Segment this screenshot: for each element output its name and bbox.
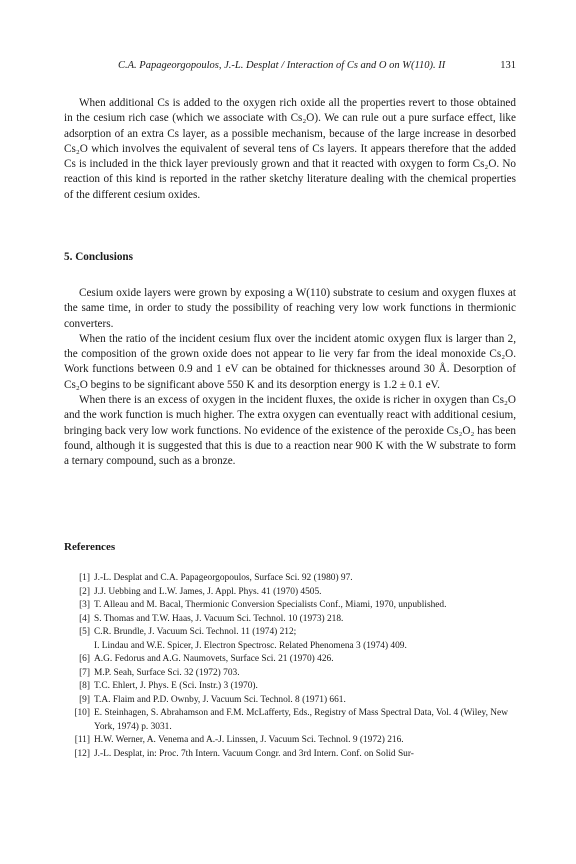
reference-text: T.A. Flaim and P.D. Ownby, J. Vacuum Sci. Technol. 8 (1971) 661. bbox=[94, 694, 346, 705]
reference-number: [3] bbox=[79, 600, 90, 610]
reference-number: [9] bbox=[79, 694, 90, 705]
reference-number: [10] bbox=[74, 708, 90, 718]
intro-paragraph-block bbox=[64, 96, 516, 203]
conclusions-paragraph: When the ratio of the incident cesium flux over the incident atomic oxygen flux is larger than 2, the composition of the grown oxide does not appear to lie very far from the ideal monoxide Cs₂O. Work functions between 0.9 and 1 eV can be obtained for thicknesses around 30 Å. Desorption of Cs₂O begins to be significant above 550 K and its desorption energy is 1.2 ± 0.1 eV. bbox=[64, 332, 516, 391]
reference-text: T.C. Ehlert, J. Phys. E (Sci. Instr.) 3 (1970). bbox=[94, 681, 258, 691]
page-number: 131 bbox=[500, 60, 516, 71]
reference-item bbox=[64, 680, 516, 694]
conclusions-paragraph: When there is an excess of oxygen in the incident fluxes, the oxide is richer in oxygen than Cs₂O and the work function is much higher. The extra oxygen can eventually react with additional cesium, bringing back very low work functions. No evidence of the existence of the peroxide Cs₂O₂ has been found, although it is suggested that this is due to a reaction near 900 K with the W substrate to form a ternary compound, such as a bronze. bbox=[64, 394, 516, 468]
reference-number: [11] bbox=[74, 735, 90, 745]
reference-number: [2] bbox=[79, 586, 90, 597]
reference-text: A.G. Fedorus and A.G. Naumovets, Surface Sci. 21 (1970) 426. bbox=[94, 654, 334, 664]
references-title: References bbox=[64, 541, 116, 553]
reference-text: H.W. Werner, A. Venema and A.-J. Linssen, J. Vacuum Sci. Technol. 9 (1972) 216. bbox=[94, 735, 404, 745]
reference-number: [7] bbox=[79, 667, 90, 678]
reference-item bbox=[64, 640, 516, 654]
intro-paragraph: When additional Cs is added to the oxygen rich oxide all the properties revert to those obtained in the cesium rich case (which we associate with Cs₂O). We can rule out a pure surface effect, like adsorption of an extra Cs layer, as a possible mechanism, because of the large increase in desorbed Cs₂O which involves the equivalent of several tens of Cs layers. It appears therefore that the added Cs is included in the thick layer previously grown and that it reacted with oxygen to form Cs₂O. No reaction of this kind is reported in the rather sketchy literature dealing with the chemical properties of the different cesium oxides. bbox=[64, 97, 516, 201]
reference-item bbox=[64, 599, 516, 613]
conclusions-paragraph: Cesium oxide layers were grown by exposing a W(110) substrate to cesium and oxygen fluxes at the same time, in order to study the possibility of reaching very low work functions in thermionic converters. bbox=[64, 287, 516, 330]
reference-text: C.R. Brundle, J. Vacuum Sci. Technol. 11 (1974) 212; bbox=[94, 627, 297, 637]
reference-text: I. Lindau and W.E. Spicer, J. Electron Spectrosc. Related Phenomena 3 (1974) 409. bbox=[94, 640, 407, 651]
reference-item bbox=[64, 694, 516, 708]
running-title: C.A. Papageorgopoulos, J.-L. Desplat / Interaction of Cs and O on W(110). II bbox=[118, 60, 446, 71]
reference-item bbox=[64, 586, 516, 600]
reference-item bbox=[64, 707, 516, 734]
section-title: 5. Conclusions bbox=[64, 251, 134, 263]
reference-item bbox=[64, 667, 516, 681]
reference-number: [4] bbox=[79, 613, 90, 624]
reference-text: J.-L. Desplat, in: Proc. 7th Intern. Vacuum Congr. and 3rd Intern. Conf. on Solid Sur- bbox=[94, 748, 414, 759]
reference-number: [1] bbox=[79, 573, 90, 583]
reference-item bbox=[64, 572, 516, 586]
reference-item bbox=[64, 748, 516, 762]
reference-item bbox=[64, 613, 516, 627]
reference-text: J.J. Uebbing and L.W. James, J. Appl. Phys. 41 (1970) 4505. bbox=[94, 586, 322, 597]
conclusions-body bbox=[64, 286, 516, 470]
reference-text: S. Thomas and T.W. Haas, J. Vacuum Sci. Technol. 10 (1973) 218. bbox=[94, 613, 344, 624]
reference-number: [5] bbox=[79, 627, 90, 637]
reference-number: [8] bbox=[79, 681, 90, 691]
reference-text: J.-L. Desplat and C.A. Papageorgopoulos, Surface Sci. 92 (1980) 97. bbox=[94, 573, 353, 583]
reference-text: T. Alleau and M. Bacal, Thermionic Conversion Specialists Conf., Miami, 1970, unpublished. bbox=[94, 600, 447, 610]
reference-number: [6] bbox=[79, 654, 90, 664]
reference-item bbox=[64, 626, 516, 640]
reference-item bbox=[64, 734, 516, 748]
reference-item bbox=[64, 653, 516, 667]
reference-number: [12] bbox=[74, 748, 90, 759]
reference-text: M.P. Seah, Surface Sci. 32 (1972) 703. bbox=[94, 667, 240, 678]
reference-text: E. Steinhagen, S. Abrahamson and F.M. McLafferty, Eds., Registry of Mass Spectral Data, Vol. 4 (Wiley, New York, 1974) p. 3031. bbox=[94, 708, 508, 732]
reference-list bbox=[64, 572, 516, 761]
